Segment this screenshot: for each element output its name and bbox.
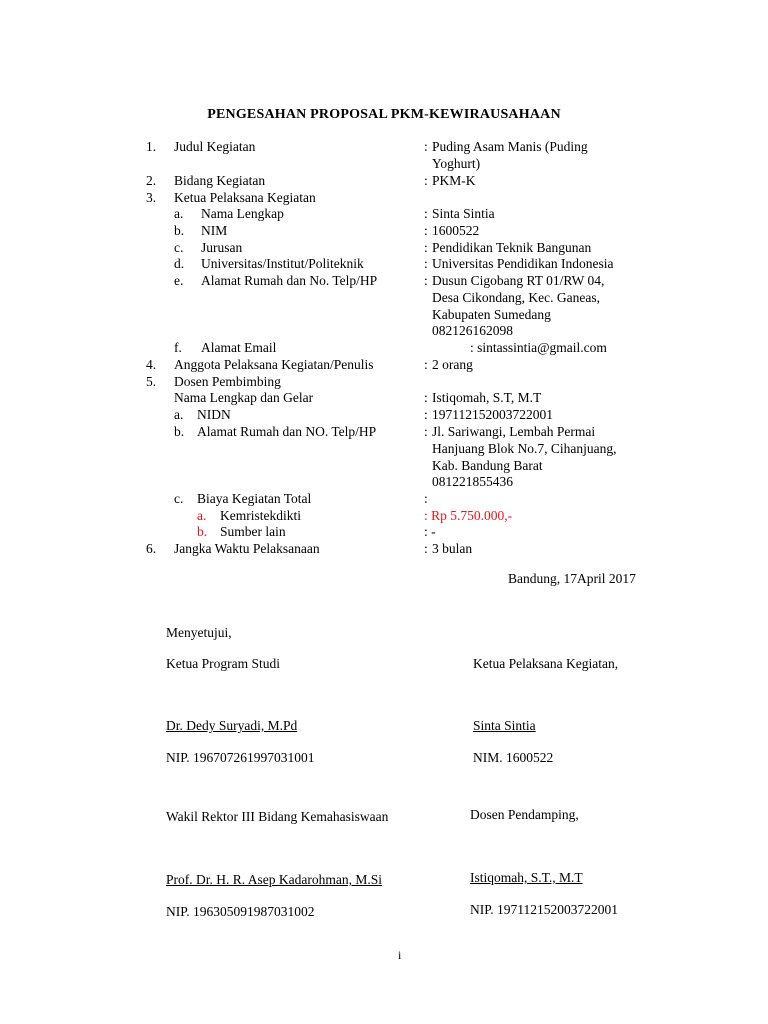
- bidang-value: PKM-K: [432, 173, 476, 188]
- colon: :: [424, 491, 428, 506]
- item-number: 4.: [146, 357, 157, 372]
- colon: :: [424, 223, 428, 238]
- jangka-label: Jangka Waktu Pelaksanaan: [174, 541, 320, 556]
- kaprodi-title: Ketua Program Studi: [166, 656, 280, 671]
- dosen-pendamping-title: Dosen Pendamping,: [470, 807, 579, 822]
- nama-label: Nama Lengkap: [201, 206, 284, 221]
- colon: :: [424, 390, 428, 405]
- sub-mark: c.: [174, 491, 184, 506]
- judul-value-cont: Yoghurt): [432, 156, 481, 171]
- colon: :: [424, 273, 428, 288]
- nidn-value: 197112152003722001: [432, 407, 553, 422]
- approval-label: Menyetujui,: [166, 625, 232, 640]
- colon: :: [424, 541, 428, 556]
- dosen-label: Dosen Pembimbing: [174, 374, 281, 389]
- ketua-nim: NIM. 1600522: [473, 750, 554, 765]
- jangka-value: 3 bulan: [432, 541, 473, 556]
- sub-mark: e.: [174, 273, 184, 288]
- judul-value: Puding Asam Manis (Puding: [432, 139, 588, 154]
- email-label: Alamat Email: [201, 340, 277, 355]
- kemris-value: : Rp 5.750.000,-: [424, 508, 513, 523]
- dosen-alamat-label: Alamat Rumah dan NO. Telp/HP: [197, 424, 377, 439]
- sub-mark: b.: [174, 223, 185, 238]
- sub-mark: a.: [174, 407, 184, 422]
- sumber-value: : -: [424, 524, 436, 539]
- colon: :: [424, 206, 428, 221]
- sub-mark: f.: [174, 340, 182, 355]
- colon: :: [424, 407, 428, 422]
- alamat-label: Alamat Rumah dan No. Telp/HP: [201, 273, 378, 288]
- email-value: : sintassintia@gmail.com: [470, 340, 607, 355]
- colon: :: [424, 256, 428, 271]
- biaya-label: Biaya Kegiatan Total: [197, 491, 312, 506]
- jurusan-label: Jurusan: [201, 240, 243, 255]
- nim-value: 1600522: [432, 223, 480, 238]
- kaprodi-name: Dr. Dedy Suryadi, M.Pd: [166, 718, 298, 733]
- nim-label: NIM: [201, 223, 228, 238]
- dosen-alamat-value-cont: Kab. Bandung Barat: [432, 458, 543, 473]
- alamat-value-cont: Desa Cikondang, Kec. Ganeas,: [432, 290, 600, 305]
- sub-mark: a.: [197, 508, 207, 523]
- sumber-label: Sumber lain: [220, 524, 286, 539]
- sub-mark: b.: [197, 524, 208, 539]
- place-date: Bandung, 17April 2017: [508, 571, 636, 586]
- alamat-phone: 082126162098: [432, 323, 513, 338]
- ketua-title: Ketua Pelaksana Kegiatan,: [473, 656, 619, 671]
- anggota-label: Anggota Pelaksana Kegiatan/Penulis: [174, 357, 374, 372]
- item-number: 5.: [146, 374, 157, 389]
- univ-label: Universitas/Institut/Politeknik: [201, 256, 364, 271]
- bidang-label: Bidang Kegiatan: [174, 173, 266, 188]
- dosen-pendamping-nip: NIP. 197112152003722001: [470, 902, 619, 917]
- sub-mark: c.: [174, 240, 184, 255]
- warek-name: Prof. Dr. H. R. Asep Kadarohman, M.Si: [166, 872, 382, 887]
- sub-mark: b.: [174, 424, 185, 439]
- item-number: 6.: [146, 541, 157, 556]
- document-title: PENGESAHAN PROPOSAL PKM-KEWIRAUSAHAAN: [207, 107, 561, 122]
- judul-label: Judul Kegiatan: [174, 139, 256, 154]
- alamat-value: Dusun Cigobang RT 01/RW 04,: [432, 273, 605, 288]
- ketua-label: Ketua Pelaksana Kegiatan: [174, 190, 316, 205]
- nama-value: Sinta Sintia: [432, 206, 495, 221]
- colon: :: [424, 424, 428, 439]
- kemris-label: Kemristekdikti: [220, 508, 301, 523]
- item-number: 2.: [146, 173, 157, 188]
- dosen-alamat-value: Jl. Sariwangi, Lembah Permai: [432, 424, 596, 439]
- univ-value: Universitas Pendidikan Indonesia: [432, 256, 614, 271]
- ketua-name: Sinta Sintia: [473, 718, 536, 733]
- dosen-nama-value: Istiqomah, S.T, M.T: [432, 390, 542, 405]
- sub-mark: d.: [174, 256, 185, 271]
- dosen-alamat-value-cont: Hanjuang Blok No.7, Cihanjuang,: [432, 441, 617, 456]
- colon: :: [424, 173, 428, 188]
- warek-title: Wakil Rektor III Bidang Kemahasiswaan: [166, 809, 389, 824]
- dosen-pendamping-name: Istiqomah, S.T., M.T: [470, 870, 583, 885]
- nidn-label: NIDN: [197, 407, 231, 422]
- colon: :: [424, 139, 428, 154]
- dosen-nama-label: Nama Lengkap dan Gelar: [174, 390, 314, 405]
- anggota-value: 2 orang: [432, 357, 473, 372]
- alamat-value-cont: Kabupaten Sumedang: [432, 307, 551, 322]
- dosen-alamat-phone: 081221855436: [432, 474, 513, 489]
- sub-mark: a.: [174, 206, 184, 221]
- item-number: 1.: [146, 139, 157, 154]
- page-number: i: [398, 948, 402, 962]
- item-number: 3.: [146, 190, 157, 205]
- jurusan-value: Pendidikan Teknik Bangunan: [432, 240, 592, 255]
- colon: :: [424, 240, 428, 255]
- kaprodi-nip: NIP. 196707261997031001: [166, 750, 315, 765]
- warek-nip: NIP. 196305091987031002: [166, 904, 315, 919]
- colon: :: [424, 357, 428, 372]
